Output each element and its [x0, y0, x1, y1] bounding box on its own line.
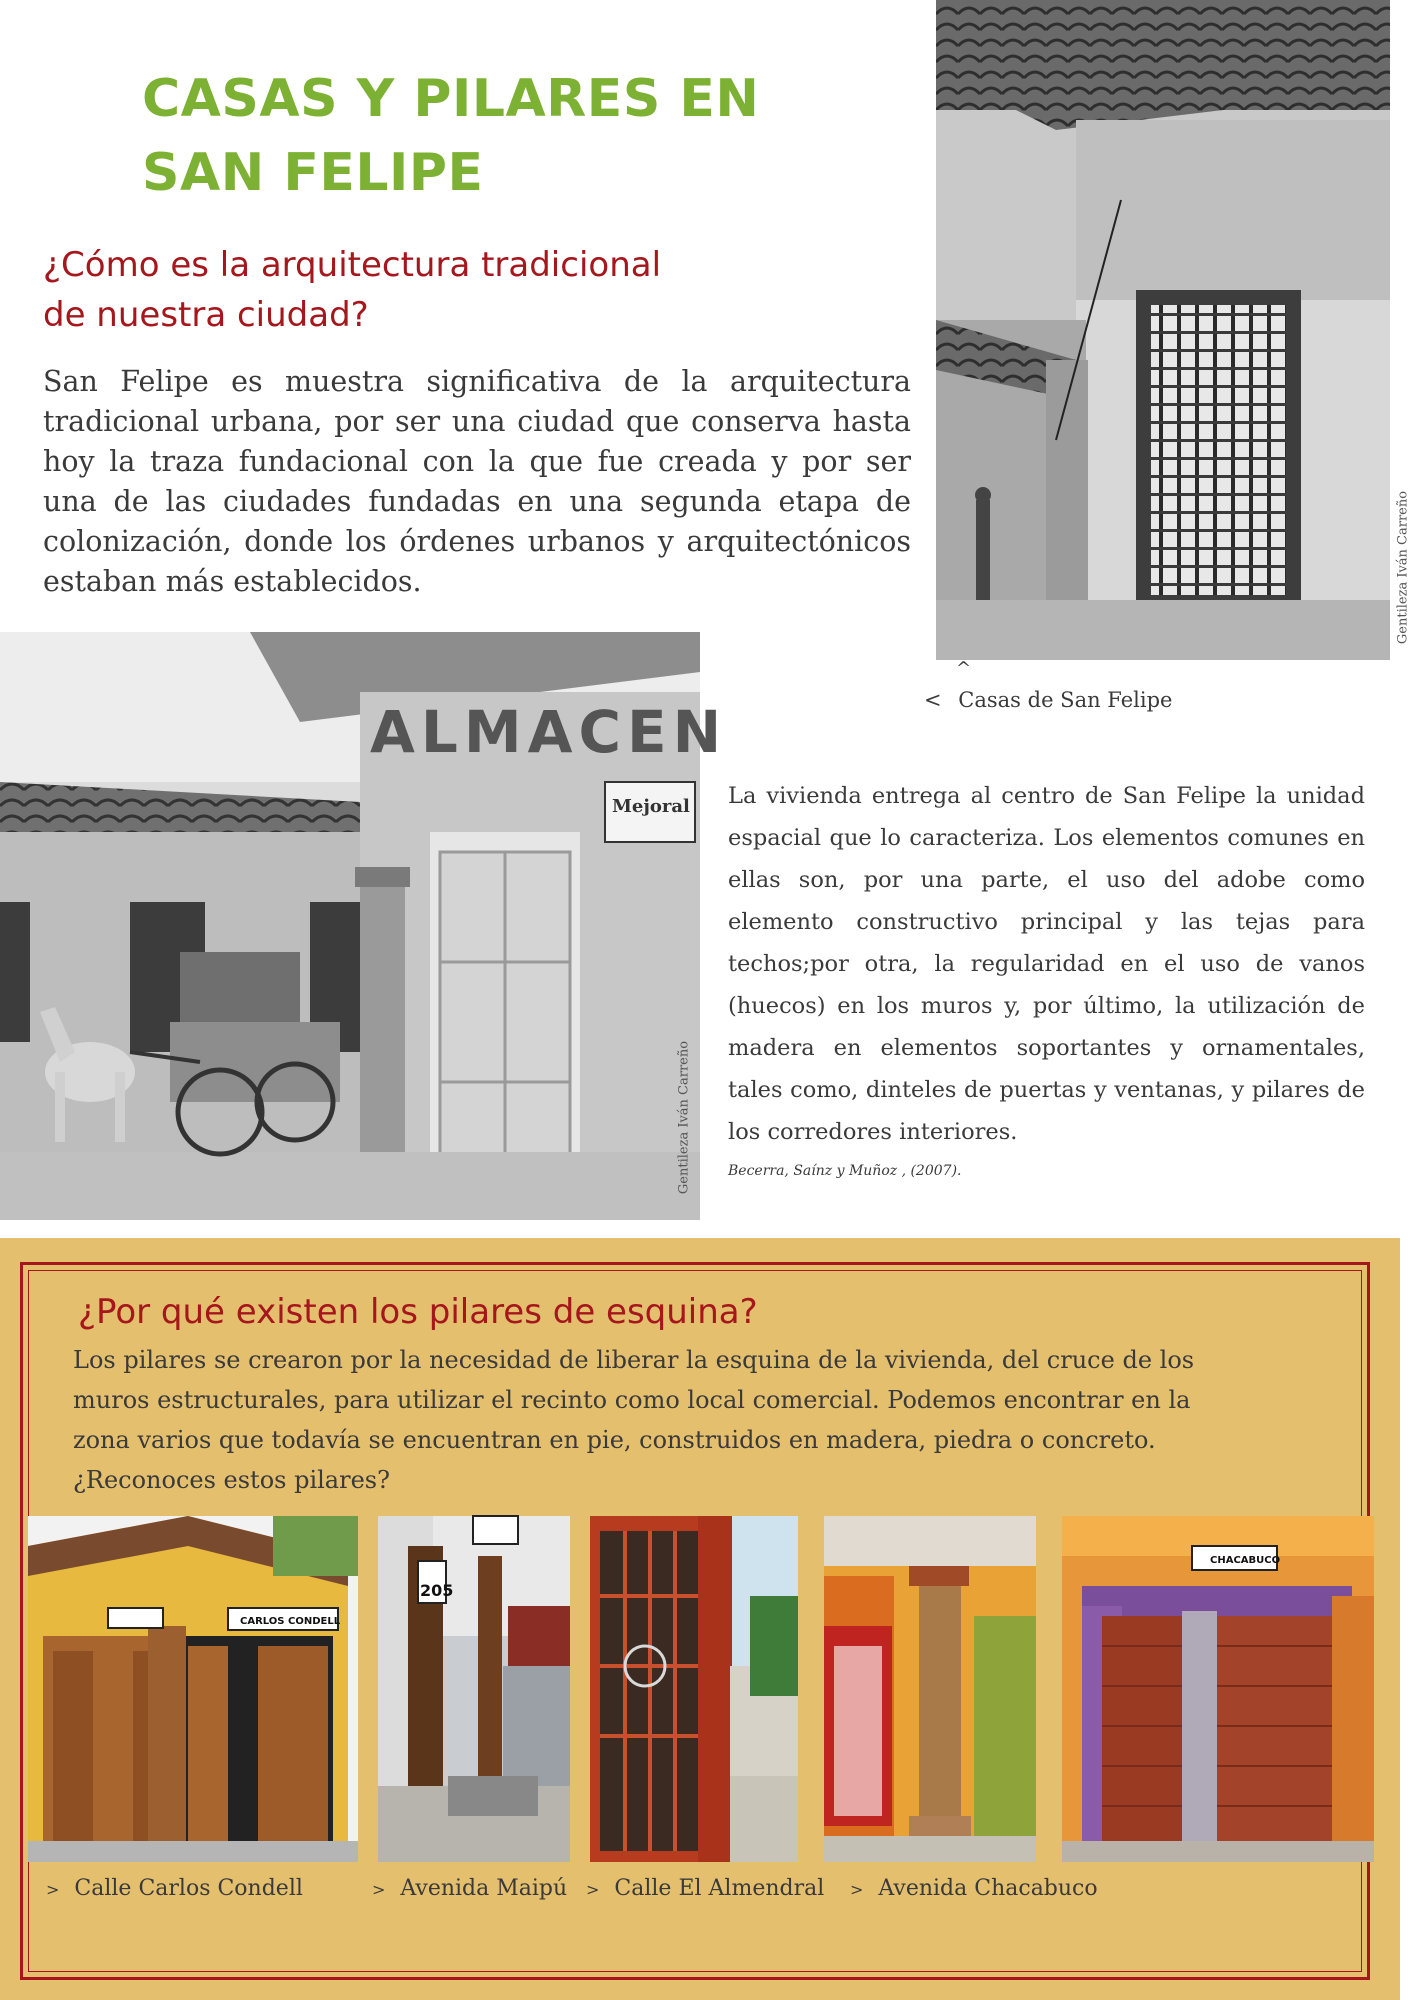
vivienda-paragraph: La vivienda entrega al centro de San Felipe la unidad espacial que lo caracteriza. Los elementos comunes en ellas son, por una parte, el uso del adobe como elemento constructivo principal y las tejas para techos;por otra, la regularidad en el uso de vanos (huecos) en los muros y, por último, la utilización de madera en elementos soportantes y ornamentales, tales como, dinteles de puertas y ventanas, y pilares de los corredores interiores. — [728, 783, 1365, 1145]
sign-number-205: 205 — [420, 1581, 454, 1600]
intro-heading — [43, 240, 743, 340]
photo-caption-casas — [924, 688, 1172, 712]
caption-el-almendral — [586, 1876, 824, 1901]
caption-avenida-maipu — [372, 1876, 567, 1901]
pilares-heading: ¿Por qué existen los pilares de esquina? — [78, 1292, 758, 1332]
caption-caret: ^ — [956, 658, 972, 679]
caption-carlos-condell — [46, 1876, 303, 1901]
caption-arrow-icon: > — [586, 1880, 600, 1899]
caption-arrow-icon: > — [372, 1880, 386, 1899]
title-line-2: SAN FELIPE — [142, 143, 484, 203]
caption-label: Calle Carlos Condell — [74, 1876, 303, 1901]
photo-avenida-chacabuco-esquina — [1062, 1516, 1374, 1862]
photo-credit-top-right: Gentileza Iván Carreño — [1395, 490, 1411, 645]
photo-avenida-maipu — [378, 1516, 570, 1862]
photo-credit-left: Gentileza Iván Carreño — [676, 1040, 692, 1195]
pilares-paragraph — [73, 1340, 1313, 1500]
intro-heading-line-2: de nuestra ciudad? — [43, 295, 369, 335]
intro-heading-line-1: ¿Cómo es la arquitectura tradicional — [43, 245, 662, 285]
sign-chacabuco: CHACABUCO — [1210, 1555, 1281, 1566]
almacen-sign-text: ALMACEN — [370, 698, 728, 766]
caption-label: Avenida Chacabuco — [878, 1876, 1098, 1901]
title-line-1: CASAS Y PILARES EN — [142, 69, 760, 129]
caption-label: Casas de San Felipe — [958, 688, 1173, 712]
photo-avenida-chacabuco-pilar — [824, 1516, 1036, 1862]
pilares-paragraph-line-4: ¿Reconoces estos pilares? — [73, 1466, 390, 1494]
vivienda-citation: Becerra, Saínz y Muñoz , (2007). — [728, 1163, 962, 1179]
photo-casas-san-felipe — [936, 0, 1390, 660]
photo-almacen — [0, 632, 728, 1220]
caption-label: Calle El Almendral — [614, 1876, 825, 1901]
pilares-paragraph-line-3: zona varios que todavía se encuentran en pie, construidos en madera, piedra o concreto. — [73, 1426, 1156, 1454]
caption-arrow-icon: > — [850, 1880, 864, 1899]
pilares-paragraph-line-2: muros estructurales, para utilizar el recinto como local comercial. Podemos encontrar en la — [73, 1386, 1191, 1414]
photo-carlos-condell — [28, 1516, 358, 1862]
page-title — [142, 62, 842, 210]
intro-paragraph: San Felipe es muestra significativa de la arquitectura tradicional urbana, por ser una ciudad que conserva hasta hoy la traza fundacional con la que fue creada y por ser una de las ciudades fundadas en una segunda etapa de colonización, donde los órdenes urbanos y arquitectónicos estaban más establecidos. — [43, 365, 911, 598]
caption-label: Avenida Maipú — [400, 1876, 568, 1901]
sign-carlos-condell: CARLOS CONDELL — [240, 1616, 341, 1627]
caption-avenida-chacabuco — [850, 1876, 1098, 1901]
caption-arrow-icon: < — [924, 688, 942, 712]
pilares-paragraph-line-1: Los pilares se crearon por la necesidad de liberar la esquina de la vivienda, del cruce de los — [73, 1346, 1195, 1374]
photo-el-almendral — [590, 1516, 798, 1862]
mejoral-sign-text: Mejoral — [612, 796, 690, 817]
caption-arrow-icon: > — [46, 1880, 60, 1899]
